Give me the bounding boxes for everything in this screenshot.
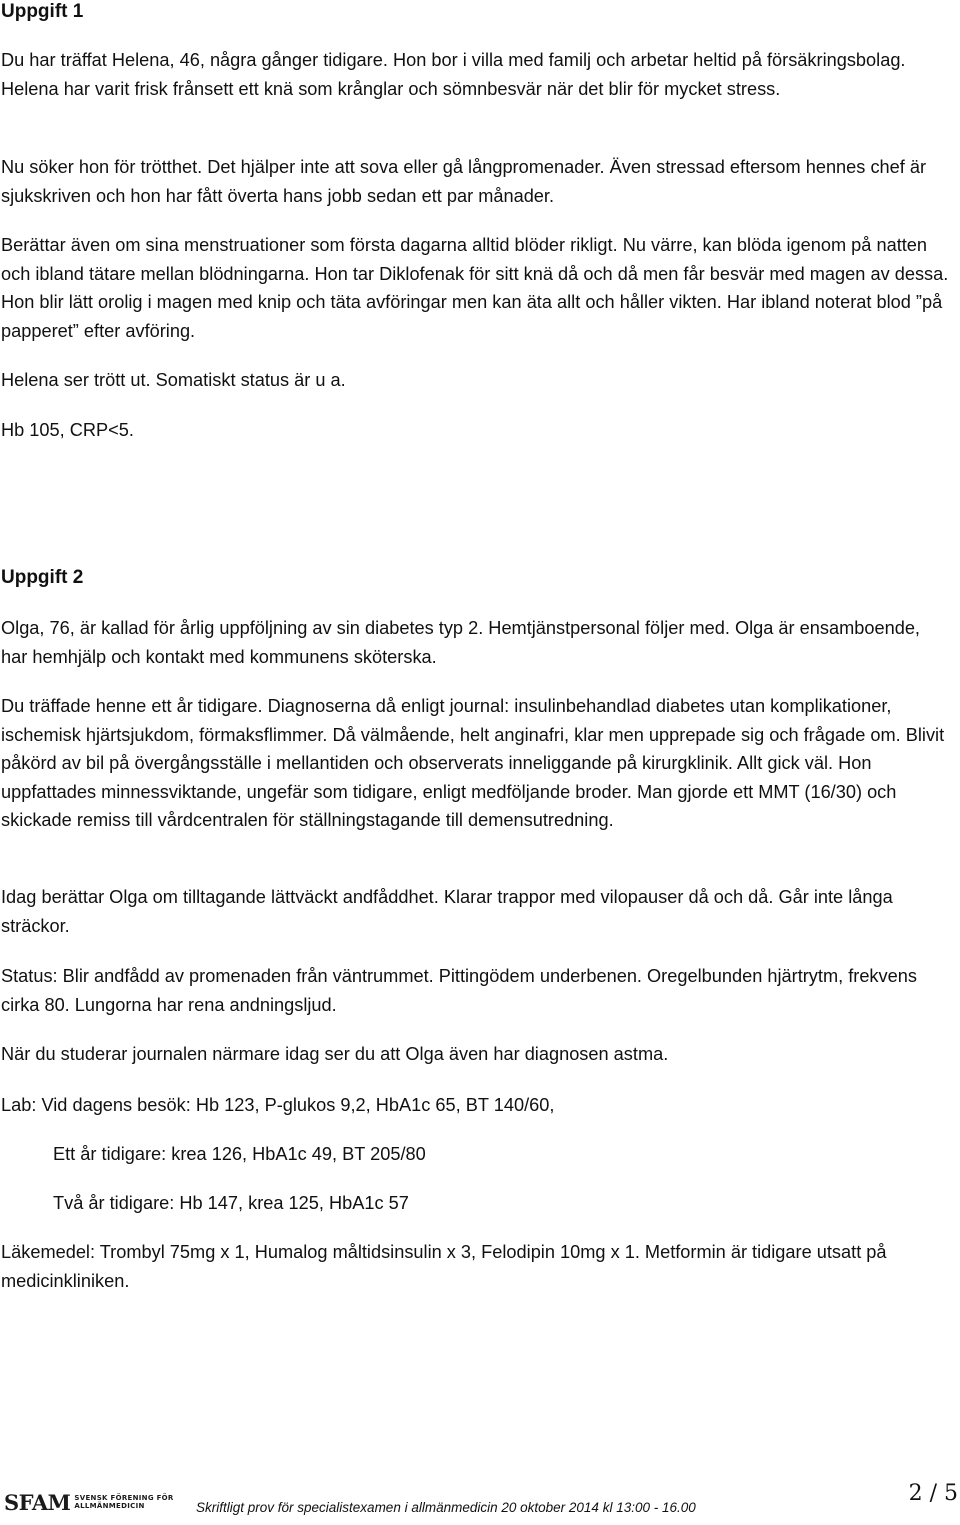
logo-text: [74, 1494, 173, 1510]
footer-note: Skriftligt prov för specialistexamen i allmänmedicin 20 oktober 2014 kl 13:00 - 16.00: [196, 1500, 696, 1515]
task1-heading: Uppgift 1: [1, 1, 84, 22]
task2-heading: Uppgift 2: [1, 567, 84, 588]
lab-line-current: Lab: Vid dagens besök: Hb 123, P-glukos 9,2, HbA1c 65, BT 140/60,: [1, 1095, 555, 1115]
task1-paragraph-2: Nu söker hon för trötthet. Det hjälper inte att sova eller gå långpromenader. Även stressad eftersom hennes chef är sjukskriven och hon har fått överta hans jobb sedan ett par månader.: [1, 157, 927, 206]
sfam-logo: [4, 1490, 174, 1514]
task2-paragraph-1: Olga, 76, är kallad för årlig uppföljning av sin diabetes typ 2. Hemtjänstpersonal följer med. Olga är ensamboende, har hemhjälp och kontakt med kommunens sköterska.: [1, 618, 920, 667]
task1-paragraph-3: Berättar även om sina menstruationer som första dagarna alltid blöder rikligt. Nu värre, kan blöda igenom på natten och ibland tätare mellan blödningarna. Hon tar Diklofenak för sitt knä då och då men får besvär med magen av dessa. Hon blir lätt orolig i magen med knip och täta avföringar men kan äta allt och håller vikten. Har ibland noterat blod ”på papperet” efter avföring.: [1, 235, 949, 341]
logo-text-line-2: ALLMÄNMEDICIN: [74, 1502, 145, 1510]
task1-paragraph-5: Hb 105, CRP<5.: [1, 420, 134, 440]
lab-line-one-year: Ett år tidigare: krea 126, HbA1c 49, BT 205/80: [53, 1144, 426, 1164]
lab-line-two-years: Två år tidigare: Hb 147, krea 125, HbA1c 57: [53, 1193, 409, 1213]
page-number: 2 / 5: [908, 1481, 958, 1506]
page-footer: [0, 1478, 960, 1523]
logo-letters: SFAM: [4, 1489, 71, 1515]
logo-text-line-1: SVENSK FÖRENING FÖR: [74, 1494, 174, 1502]
task2-paragraph-5: När du studerar journalen närmare idag ser du att Olga även har diagnosen astma.: [1, 1044, 669, 1064]
task2-paragraph-4: Status: Blir andfådd av promenaden från väntrummet. Pittingödem underbenen. Oregelbunden hjärtrytm, frekvens cirka 80. Lungorna har rena andningsljud.: [1, 966, 917, 1015]
task2-paragraph-2: Du träffade henne ett år tidigare. Diagnoserna då enligt journal: insulinbehandlad diabetes utan komplikationer, ischemisk hjärtsjukdom, förmaksflimmer. Då välmående, helt anginafri, klar men upprepade sig och frågade om. Blivit påkörd av bil på övergångsställe i mellantiden och observerats inneliggande på kirurgklinik. Allt gick väl. Hon uppfattades minnessviktande, ungefär som tidigare, enligt medföljande broder. Man gjorde ett MMT (16/30) och skickade remiss till vårdcentralen för ställningstagande till demensutredning.: [1, 696, 945, 830]
task2-paragraph-3: Idag berättar Olga om tilltagande lättväckt andfåddhet. Klarar trappor med vilopauser då och då. Går inte långa sträckor.: [1, 887, 893, 936]
medication-paragraph: Läkemedel: Trombyl 75mg x 1, Humalog måltidsinsulin x 3, Felodipin 10mg x 1. Metformin är tidigare utsatt på medicinkliniken.: [1, 1242, 887, 1291]
task1-paragraph-4: Helena ser trött ut. Somatiskt status är u a.: [1, 370, 346, 390]
task1-paragraph-1: Du har träffat Helena, 46, några gånger tidigare. Hon bor i villa med familj och arbetar heltid på försäkringsbolag. Helena har varit frisk frånsett ett knä som krånglar och sömnbesvär när det blir för mycket stress.: [1, 50, 906, 99]
